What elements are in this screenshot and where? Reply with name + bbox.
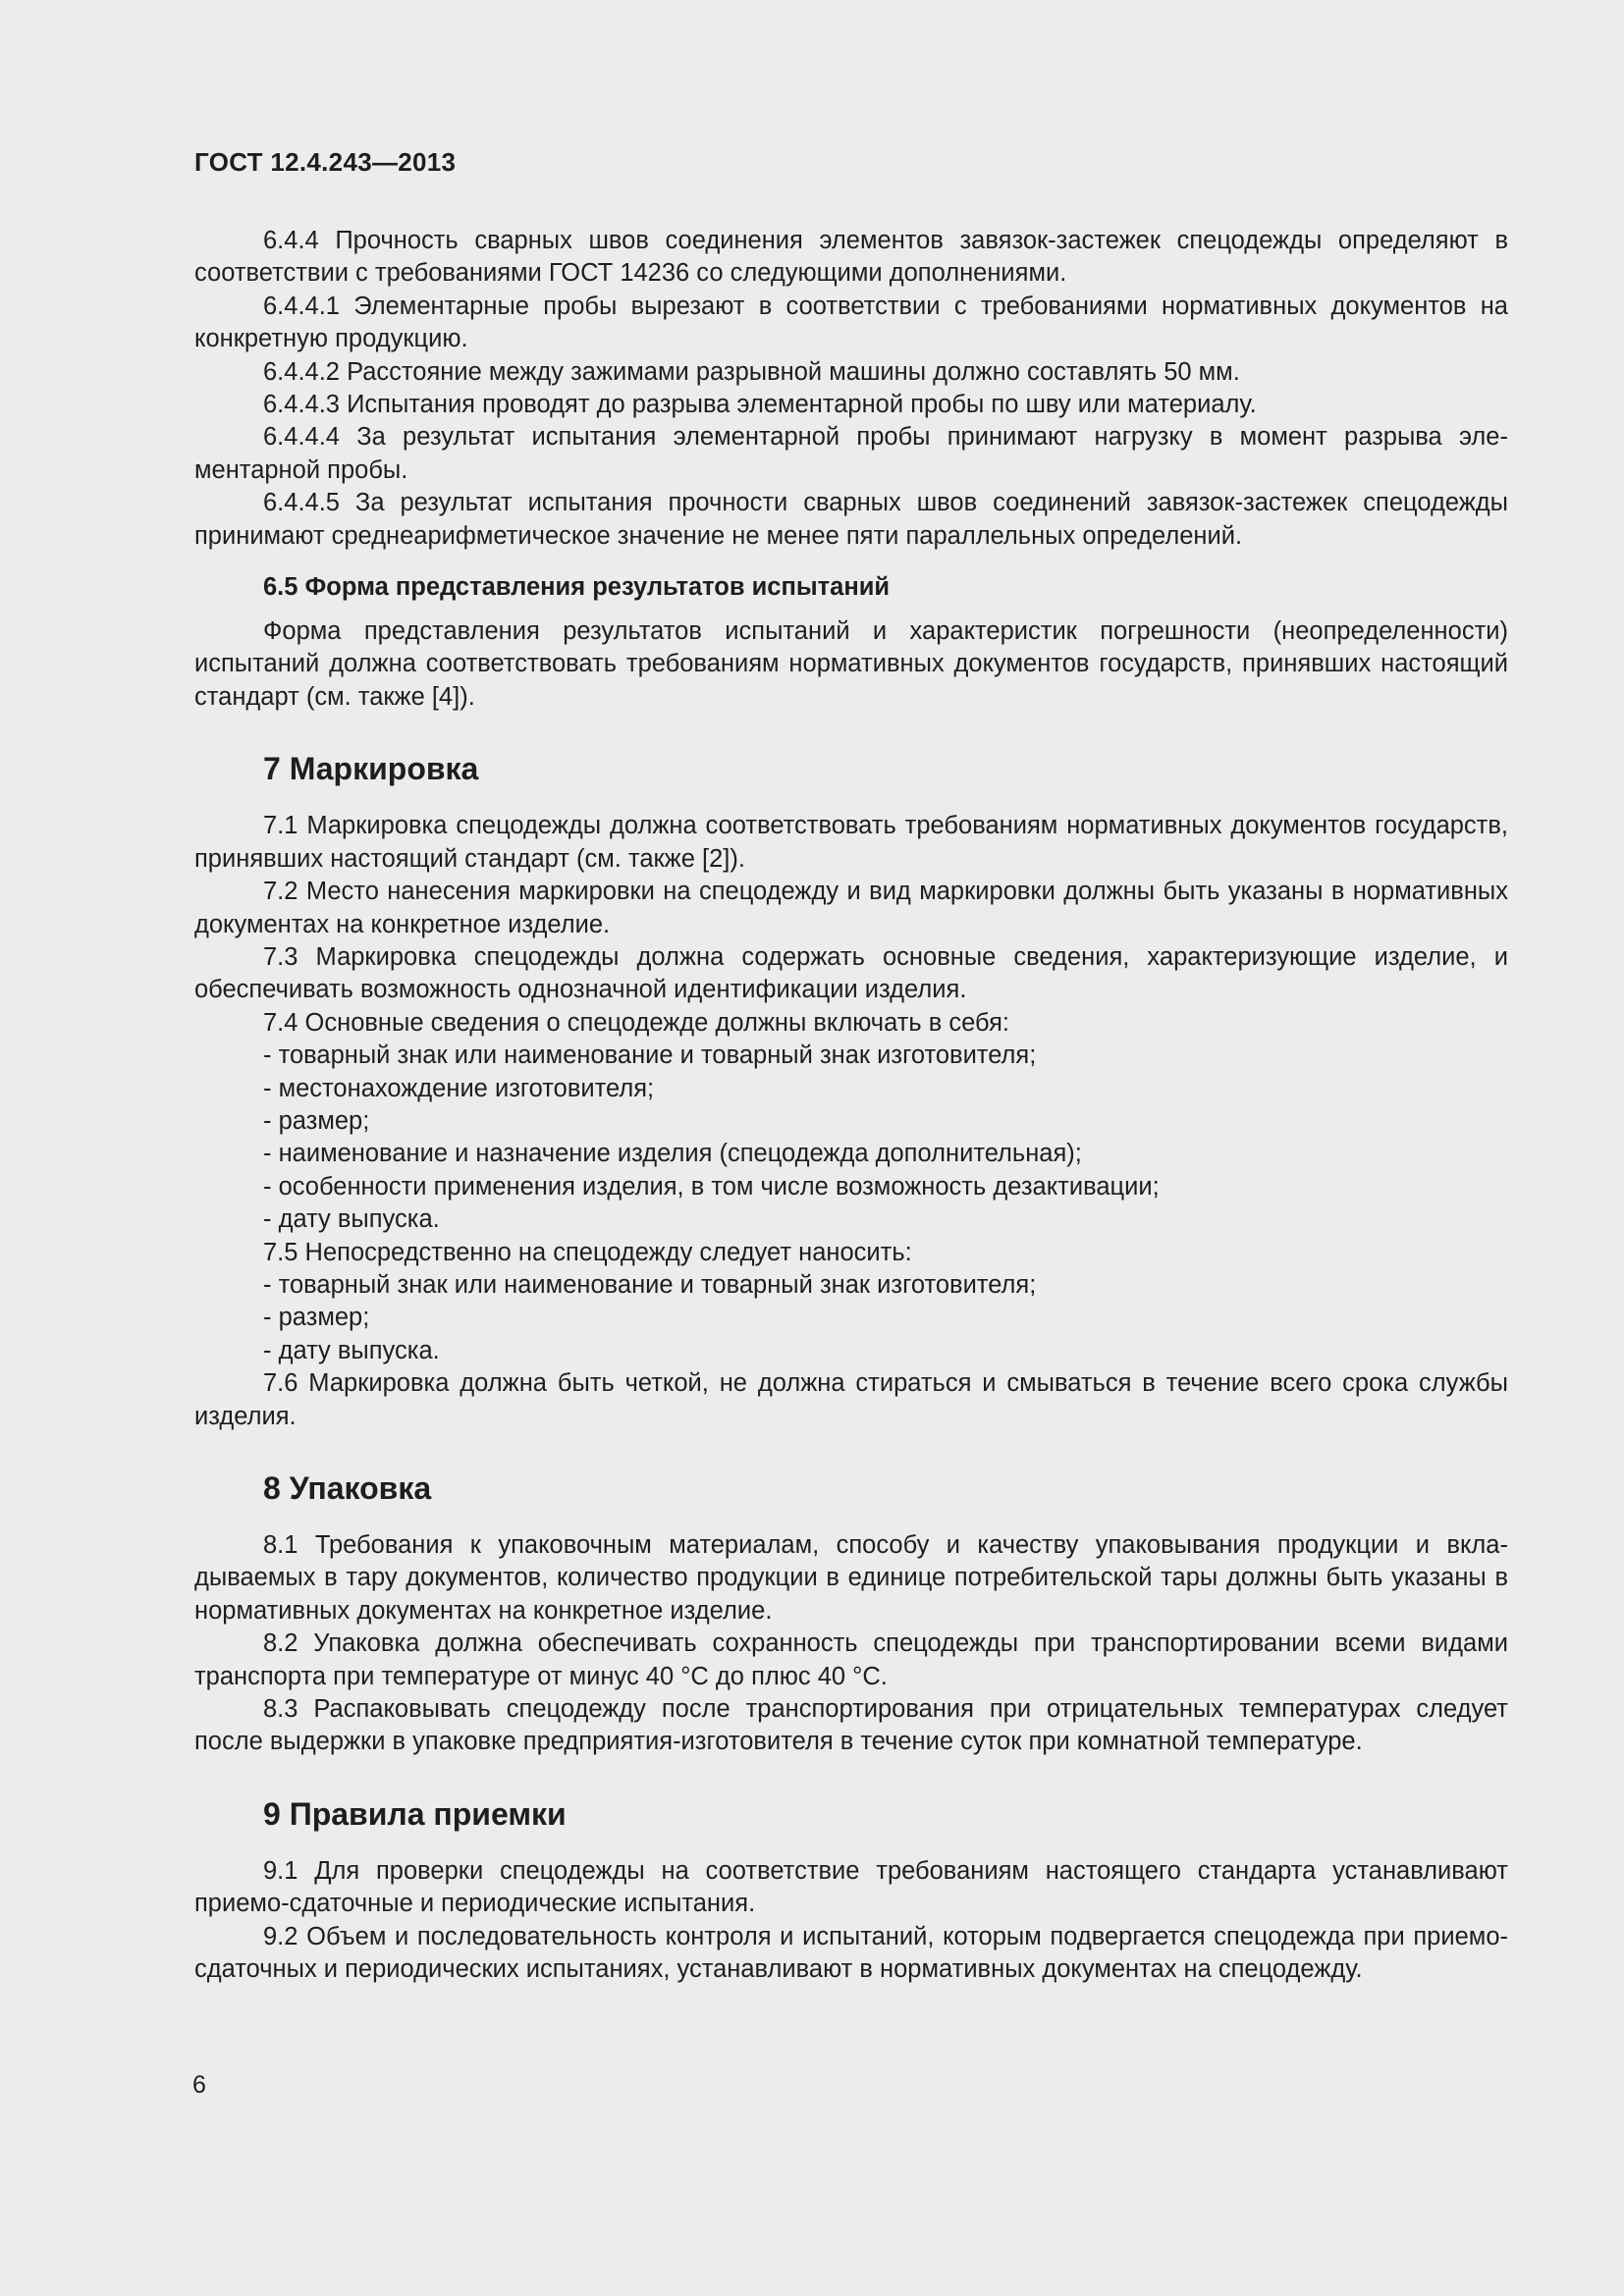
- page-number: 6: [192, 2071, 206, 2099]
- clause-6-4-4-2: 6.4.4.2 Расстояние между зажимами разрывной машины должно составлять 50 мм.: [263, 357, 1240, 386]
- list-item: - товарный знак или наименование и товарный знак изготовителя;: [263, 1270, 1037, 1299]
- clause-7-3: 7.3 Маркировка спецодежды должна содержать основные сведения, характеризующие изделие, и обеспечивать возможность однозначной идентификации изделия.: [194, 942, 1508, 1004]
- clause-7-4: 7.4 Основные сведения о спецодежде должны включать в себя:: [263, 1008, 1009, 1037]
- document-body: [194, 225, 1508, 1986]
- section-heading-8: 8 Упаковка: [263, 1470, 432, 1506]
- list-item: - дату выпуска.: [263, 1336, 440, 1364]
- clause-7-2: 7.2 Место нанесения маркировки на спецодежду и вид маркировки должны быть указаны в нормативных документах на конкретное изделие.: [194, 878, 1508, 938]
- clause-6-4-4-4: 6.4.4.4 За результат испытания элементарной пробы принимают нагрузку в момент разрыва элементарной пробы.: [194, 423, 1508, 484]
- list-item: - особенности применения изделия, в том числе возможность дезактивации;: [263, 1172, 1160, 1201]
- clause-8-1: 8.1 Требования к упаковочным материалам, способу и качеству упаковывания продукции и вкладываемых в тару документов, количество продукции в единице потребительской тары должны быть указаны в нормативных документах на конкретное изделие.: [194, 1531, 1508, 1625]
- document-header: ГОСТ 12.4.243—2013: [194, 147, 457, 177]
- clause-6-4-4-5: 6.4.4.5 За результат испытания прочности сварных швов соединений завязок-застежек спецодежды принимают среднеарифметическое значение не менее пяти параллельных определений.: [194, 489, 1508, 550]
- paragraph-6-5: Форма представления результатов испытаний и характеристик погрешности (неопределенности) испытаний должна соответствовать требованиям нормативных документов государств, принявших настоящий стандарт (см. также [4]).: [194, 617, 1508, 711]
- section-heading-7: 7 Маркировка: [263, 751, 479, 787]
- clause-7-6: 7.6 Маркировка должна быть четкой, не должна стираться и смываться в течение всего срока службы изделия.: [194, 1369, 1508, 1430]
- list-item: - дату выпуска.: [263, 1205, 440, 1234]
- list-item: - размер;: [263, 1106, 370, 1135]
- clause-6-4-4: 6.4.4 Прочность сварных швов соединения элементов завязок-застежек спецодежды определяют в соответствии с требованиями ГОСТ 14236 со следующими дополнениями.: [194, 227, 1508, 288]
- clause-8-3: 8.3 Распаковывать спецодежду после транспортирования при отрицательных температурах следует после выдержки в упаковке предприятия-изготовителя в течение суток при комнатной температуре.: [194, 1695, 1508, 1756]
- list-item: - товарный знак или наименование и товарный знак изготовителя;: [263, 1041, 1037, 1070]
- clause-7-1: 7.1 Маркировка спецодежды должна соответствовать требованиям нормативных документов государств, принявших настоящий стандарт (см. также [2]).: [194, 812, 1508, 873]
- list-item: - наименование и назначение изделия (спецодежда дополнительная);: [263, 1140, 1082, 1168]
- section-heading-9: 9 Правила приемки: [263, 1795, 567, 1832]
- list-item: - местонахождение изготовителя;: [263, 1074, 655, 1102]
- list-item: - размер;: [263, 1304, 370, 1332]
- clause-6-4-4-3: 6.4.4.3 Испытания проводят до разрыва элементарной пробы по шву или материалу.: [263, 391, 1257, 419]
- subsection-heading-6-5: 6.5 Форма представления результатов испытаний: [263, 573, 891, 602]
- clause-7-5: 7.5 Непосредственно на спецодежду следует наносить:: [263, 1238, 912, 1266]
- clause-9-2: 9.2 Объем и последовательность контроля и испытаний, которым подвергается спецодежда при приемо-сдаточных и периодических испытаниях, устанавливают в нормативных документах на спецодежду.: [194, 1922, 1508, 1984]
- clause-8-2: 8.2 Упаковка должна обеспечивать сохранность спецодежды при транспортировании всеми видами транспорта при температуре от минус 40 °С до плюс 40 °С.: [194, 1629, 1508, 1690]
- clause-9-1: 9.1 Для проверки спецодежды на соответствие требованиям настоящего стандарта устанавливают приемо-сдаточные и периодические испытания.: [194, 1856, 1508, 1918]
- clause-6-4-4-1: 6.4.4.1 Элементарные пробы вырезают в соответствии с требованиями нормативных документов на конкретную продукцию.: [194, 292, 1508, 353]
